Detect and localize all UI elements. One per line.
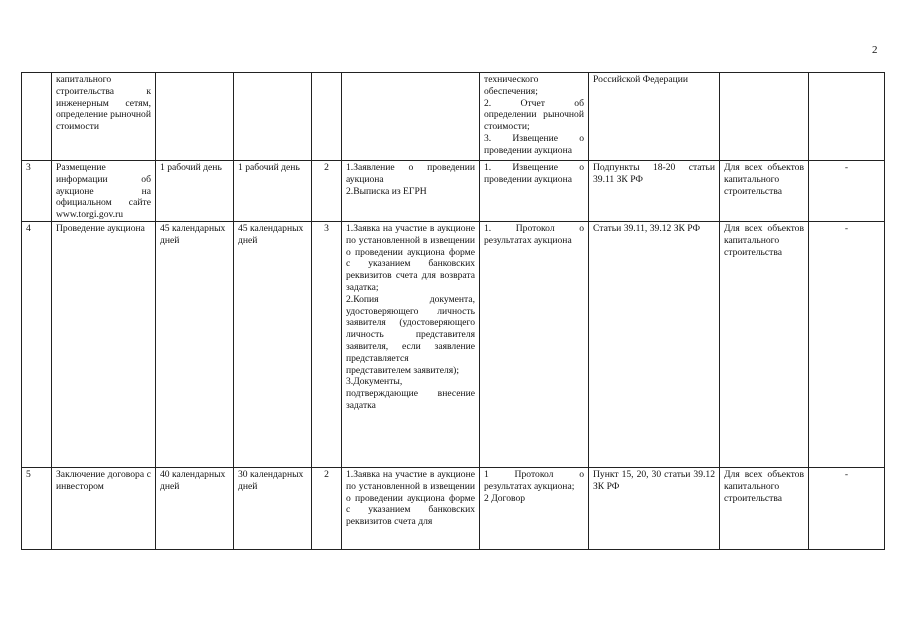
output-documents: технического обеспечения; 2. Отчет об определении рыночной стоимости; 3. Извещение о проведении аукциона	[480, 73, 589, 161]
term-max	[156, 73, 234, 161]
stage-name: Проведение аукциона	[52, 221, 156, 467]
row-number	[22, 73, 52, 161]
term-max: 45 календарных дней	[156, 221, 234, 467]
input-documents	[342, 73, 480, 161]
term-max: 40 календарных дней	[156, 467, 234, 549]
term-min: 30 календарных дней	[234, 467, 312, 549]
input-documents: 1.Заявка на участие в аукционе по установленной в извещении о проведении аукциона форме с указанием банковских реквизитов счета для возврата задатка; 2.Копия документа, удостоверяющего личность заявителя (удостоверяющего личность представителя заявителя, если заявление представляется представителем заявителя); 3.Документы, подтверждающие внесение задатка	[342, 221, 480, 467]
term-min: 45 календарных дней	[234, 221, 312, 467]
table-row	[22, 467, 885, 549]
note: -	[809, 467, 885, 549]
stage-name: Размещение информации об аукционе на официальном сайте www.torgi.gov.ru	[52, 161, 156, 222]
note	[809, 73, 885, 161]
term-min	[234, 73, 312, 161]
table-row	[22, 161, 885, 222]
row-number: 5	[22, 467, 52, 549]
output-documents: 1. Извещение о проведении аукциона	[480, 161, 589, 222]
table-row	[22, 73, 885, 161]
applicability: Для всех объектов капитального строительства	[720, 221, 809, 467]
row-number: 3	[22, 161, 52, 222]
term-max: 1 рабочий день	[156, 161, 234, 222]
legal-basis: Подпункты 18-20 статьи 39.11 ЗК РФ	[589, 161, 720, 222]
applicability	[720, 73, 809, 161]
procedure-table	[21, 72, 885, 550]
term-min: 1 рабочий день	[234, 161, 312, 222]
stage-name: Заключение договора с инвестором	[52, 467, 156, 549]
legal-basis: Пункт 15, 20, 30 статьи 39.12 ЗК РФ	[589, 467, 720, 549]
input-documents: 1.Заявление о проведении аукциона 2.Выписка из ЕГРН	[342, 161, 480, 222]
note: -	[809, 221, 885, 467]
participants-count	[312, 73, 342, 161]
table-row	[22, 221, 885, 467]
participants-count: 2	[312, 161, 342, 222]
stage-name: капитального строительства к инженерным сетям, определение рыночной стоимости	[52, 73, 156, 161]
legal-basis: Российской Федерации	[589, 73, 720, 161]
applicability: Для всех объектов капитального строительства	[720, 161, 809, 222]
applicability: Для всех объектов капитального строительства	[720, 467, 809, 549]
row-number: 4	[22, 221, 52, 467]
note: -	[809, 161, 885, 222]
participants-count: 2	[312, 467, 342, 549]
participants-count: 3	[312, 221, 342, 467]
output-documents: 1 Протокол о результатах аукциона; 2 Договор	[480, 467, 589, 549]
page-number: 2	[872, 44, 878, 56]
input-documents: 1.Заявка на участие в аукционе по установленной в извещении о проведении аукциона форме с указанием банковских реквизитов счета для	[342, 467, 480, 549]
legal-basis: Статьи 39.11, 39.12 ЗК РФ	[589, 221, 720, 467]
output-documents: 1. Протокол о результатах аукциона	[480, 221, 589, 467]
